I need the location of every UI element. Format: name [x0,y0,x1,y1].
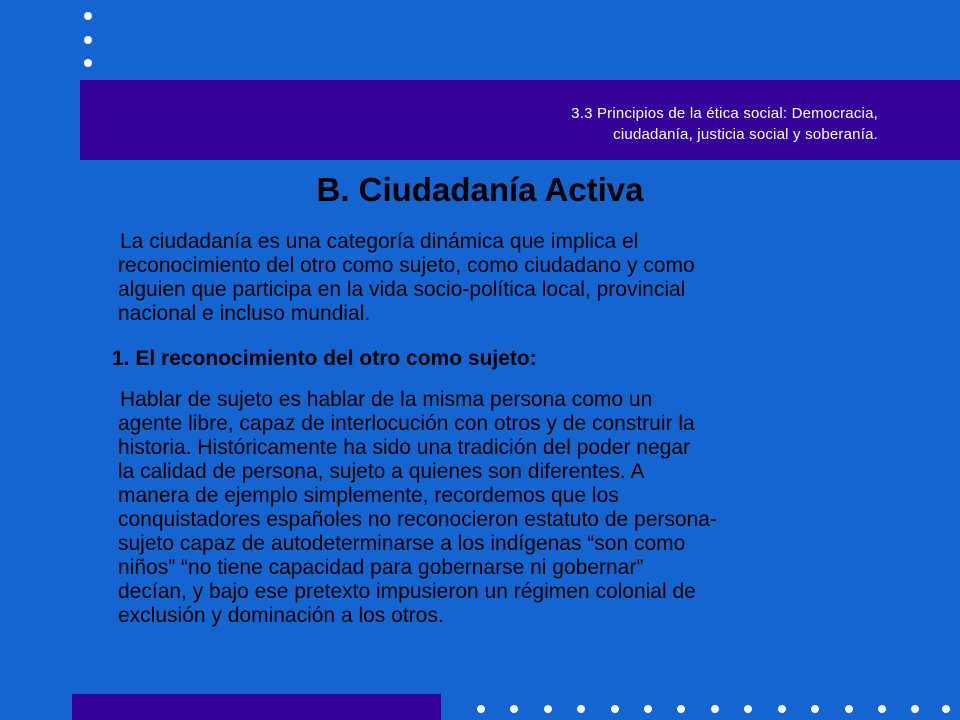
slide-subtitle [458,103,878,145]
decorative-dot [942,705,950,713]
decorative-dot [644,705,652,713]
body-line: niños” “no tiene capacidad para gobernarse ni gobernar” [118,556,644,579]
body-line: agente libre, capaz de interlocución con otros y de construir la [118,412,695,435]
subtitle-line: 3.3 Principios de la ética social: Democracia, [571,105,878,122]
decorative-dot [84,59,92,67]
decorative-dot [510,705,518,713]
decorative-dot [677,705,685,713]
footer-band [72,694,441,720]
body-line: decían, y bajo ese pretexto impusieron un régimen colonial de [118,580,696,603]
decorative-dot [845,705,853,713]
body-paragraph [118,388,878,628]
decorative-dot [611,705,619,713]
slide-title: B. Ciudadanía Activa [316,171,644,208]
decorative-dot [544,705,552,713]
body-line: conquistadores españoles no reconocieron estatuto de persona- [118,508,717,531]
decorative-dot [778,705,786,713]
body-line: Hablar de sujeto es hablar de la misma persona como un [120,388,653,411]
decorative-dot [84,12,92,20]
decorative-dot [577,705,585,713]
intro-line: La ciudadanía es una categoría dinámica que implica el [120,230,639,253]
intro-line: reconocimiento del otro como sujeto, como ciudadano y como [118,254,695,277]
intro-line: nacional e incluso mundial. [118,302,371,325]
body-line: sujeto capaz de autodeterminarse a los indígenas “son como [118,532,686,555]
decorative-dot [477,705,485,713]
body-line: la calidad de persona, sujeto a quienes son diferentes. A [118,460,645,483]
decorative-dot [911,705,919,713]
body-line: exclusión y dominación a los otros. [118,604,444,627]
body-line: manera de ejemplo simplemente, recordemos que los [118,484,619,507]
decorative-dot [711,705,719,713]
decorative-dot [744,705,752,713]
decorative-dot [84,36,92,44]
subtitle-line: ciudadanía, justicia social y soberanía. [613,126,878,143]
decorative-dot [811,705,819,713]
intro-line: alguien que participa en la vida socio-política local, provincial [118,278,686,301]
intro-paragraph [118,230,878,326]
section-heading: 1. El reconocimiento del otro como sujeto: [112,347,537,370]
body-line: historia. Históricamente ha sido una tradición del poder negar [118,436,690,459]
decorative-dot [878,705,886,713]
